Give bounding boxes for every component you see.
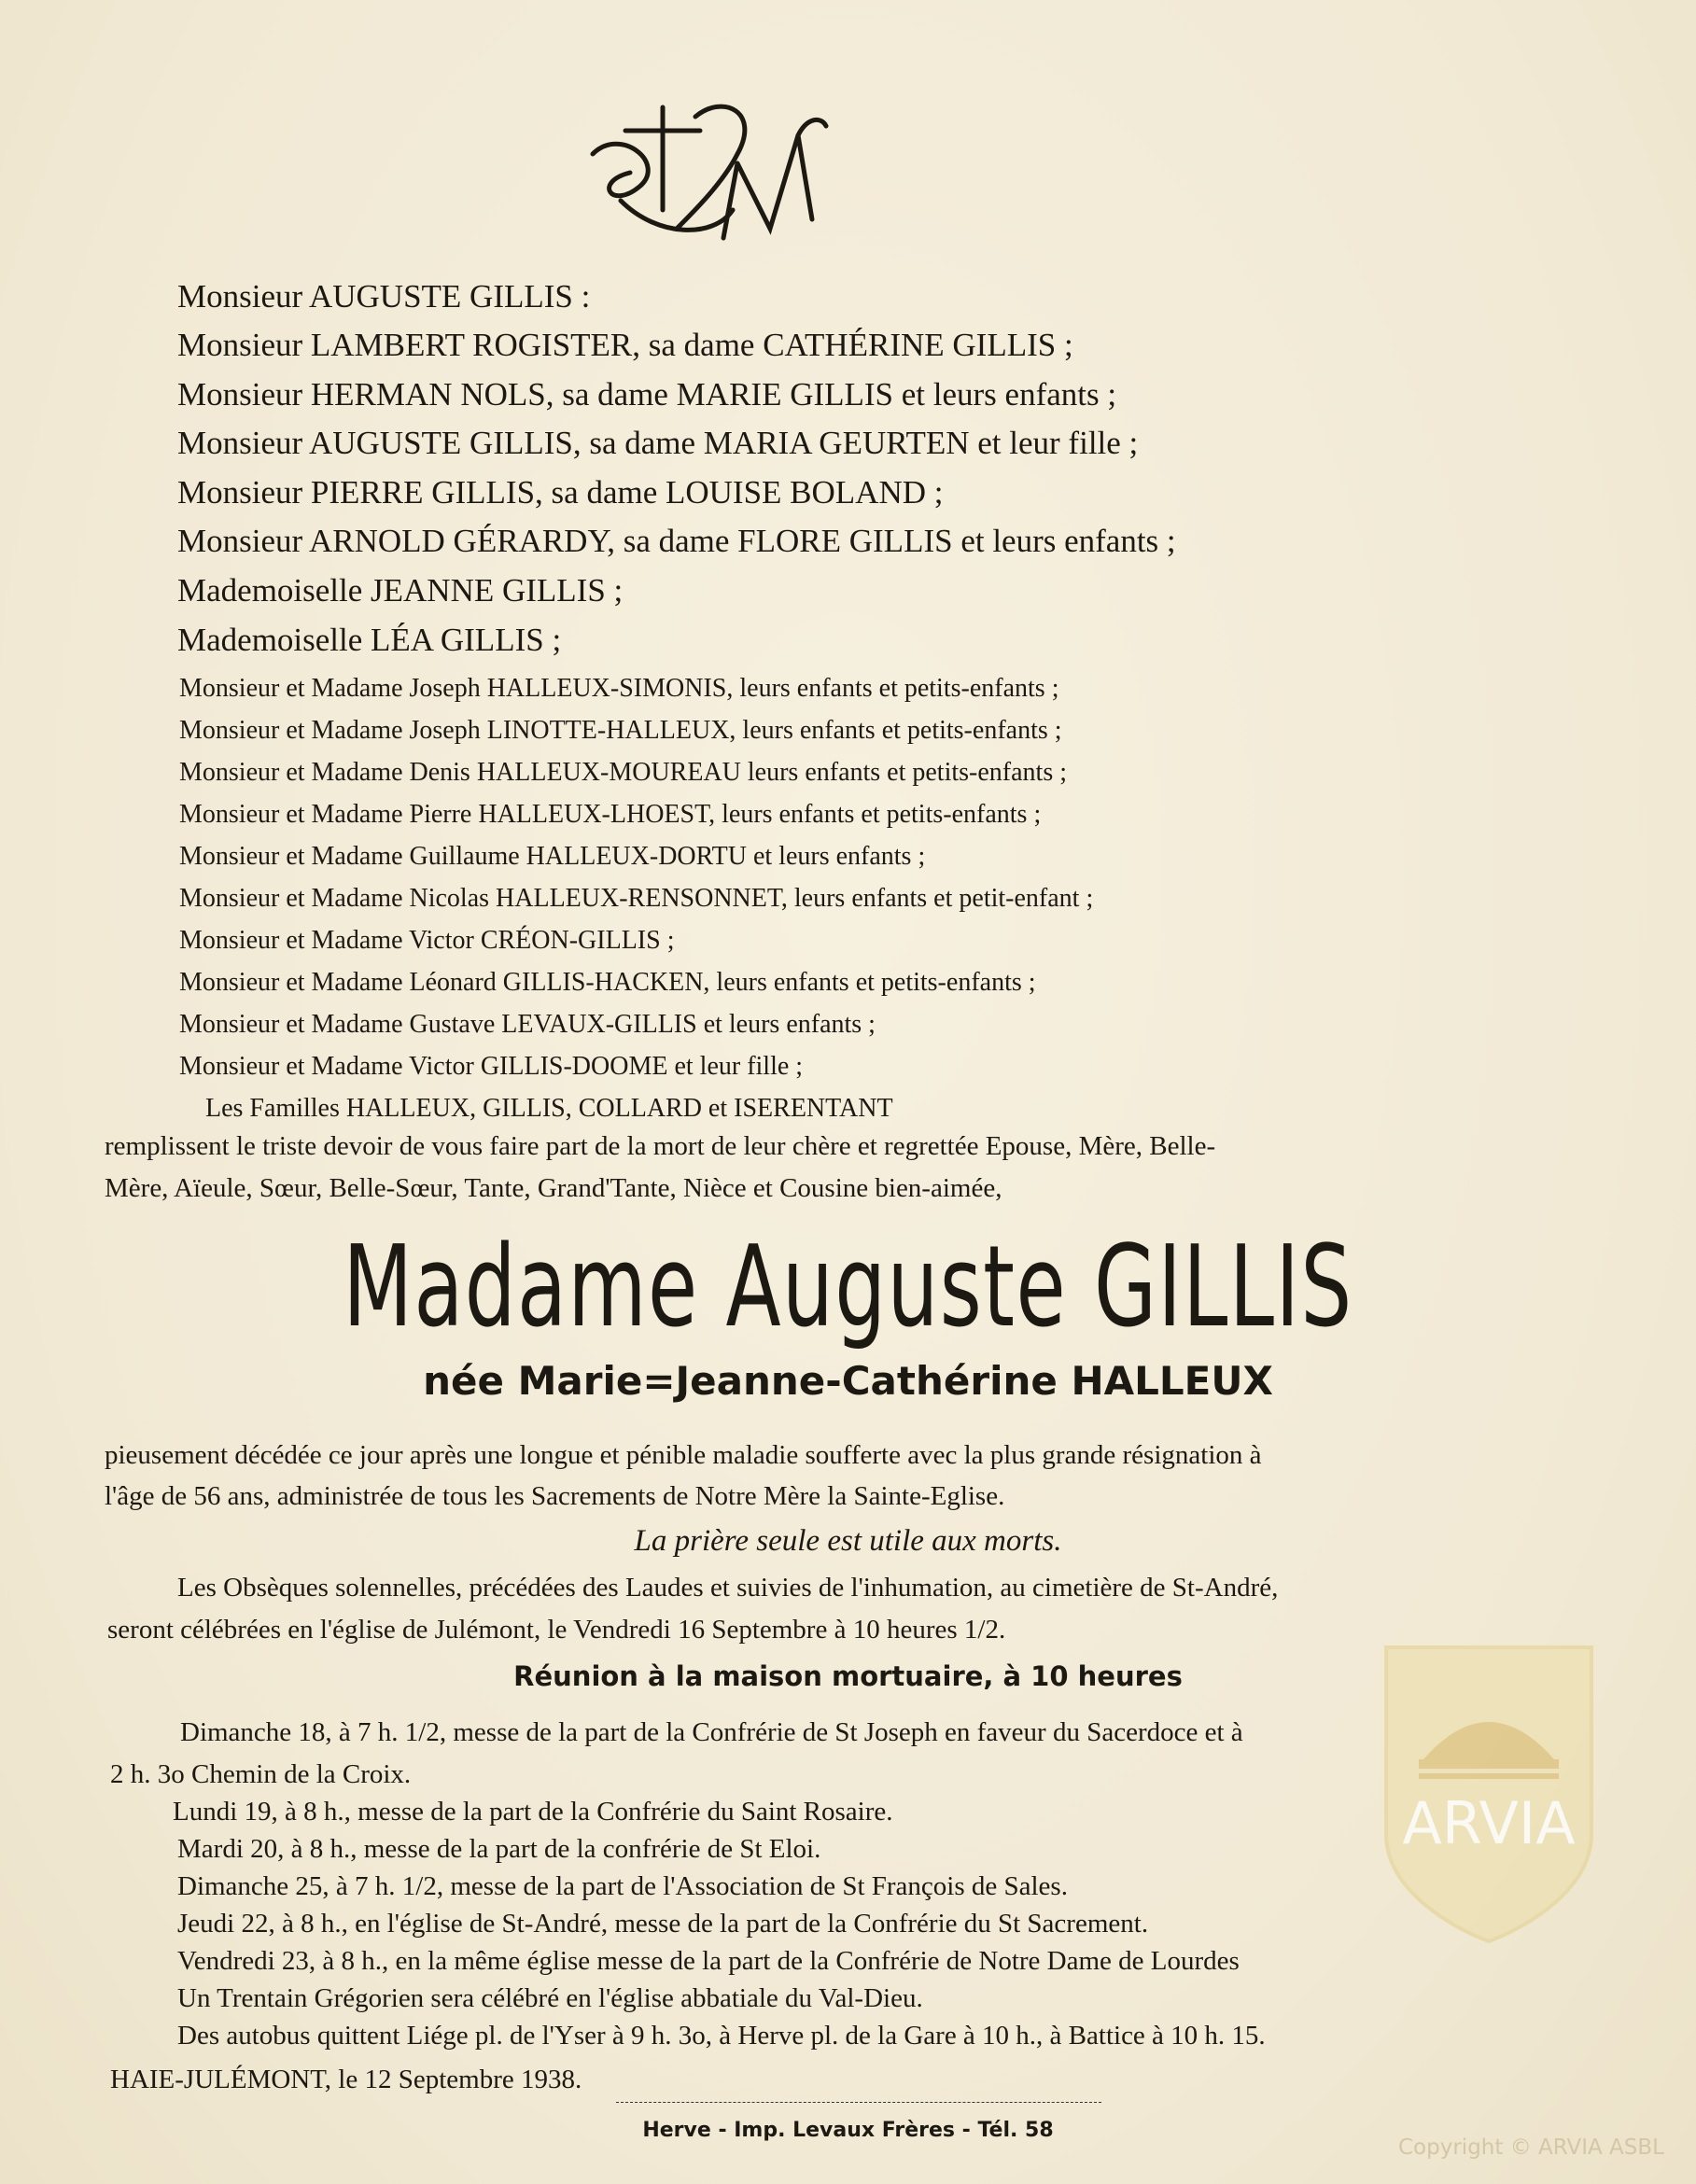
printer-credit: Herve - Imp. Levaux Frères - Tél. 58 <box>642 2119 1054 2142</box>
death-text-line-2: l'âge de 56 ans, administrée de tous les Sacrements de Notre Mère la Sainte-Eglise. <box>105 1481 1005 1511</box>
announcement-line-1: remplissent le triste devoir de vous faire part de la mort de leur chère et regrettée Epouse, Mère, Belle- <box>105 1131 1216 1161</box>
mass-line-3: Lundi 19, à 8 h., messe de la part de la Confrérie du Saint Rosaire. <box>173 1797 893 1827</box>
funeral-line-1: Les Obsèques solennelles, précédées des Laudes et suivies de l'inhumation, au cimetière de St-André, <box>177 1573 1279 1603</box>
family-line-11: Monsieur et Madame Denis HALLEUX-MOUREAU leurs enfants et petits-enfants ; <box>179 758 1068 787</box>
deceased-name: Madame Auguste GILLIS <box>343 1223 1353 1352</box>
mass-line-1: Dimanche 18, à 7 h. 1/2, messe de la part de la Confrérie de St Joseph en faveur du Sacerdoce et à <box>180 1717 1243 1747</box>
family-line-6: Monsieur ARNOLD GÉRARDY, sa dame FLORE GILLIS et leurs enfants ; <box>177 523 1176 559</box>
funeral-line-2: seront célébrées en l'église de Julémont, le Vendredi 16 Septembre à 10 heures 1/2. <box>107 1615 1006 1645</box>
mass-line-4: Mardi 20, à 8 h., messe de la part de la confrérie de St Eloi. <box>177 1834 821 1864</box>
copyright-text: Copyright © ARVIA ASBL <box>1398 2135 1664 2160</box>
family-line-2: Monsieur LAMBERT ROGISTER, sa dame CATHÉRINE GILLIS ; <box>177 327 1073 363</box>
family-line-19: Les Familles HALLEUX, GILLIS, COLLARD et ISERENTANT <box>205 1094 893 1123</box>
family-line-12: Monsieur et Madame Pierre HALLEUX-LHOEST, leurs enfants et petits-enfants ; <box>179 800 1042 829</box>
deceased-maiden-name: née Marie=Jeanne-Cathérine HALLEUX <box>423 1358 1273 1404</box>
family-line-1: Monsieur AUGUSTE GILLIS : <box>177 278 591 315</box>
family-line-18: Monsieur et Madame Victor GILLIS-DOOME et leur fille ; <box>179 1052 804 1081</box>
prayer-line: La prière seule est utile aux morts. <box>634 1524 1062 1558</box>
mass-line-7: Vendredi 23, à 8 h., en la même église messe de la part de la Confrérie de Notre Dame de Lourdes <box>177 1946 1240 1976</box>
divider <box>616 2102 1101 2103</box>
family-line-5: Monsieur PIERRE GILLIS, sa dame LOUISE BOLAND ; <box>177 474 944 511</box>
family-line-17: Monsieur et Madame Gustave LEVAUX-GILLIS et leurs enfants ; <box>179 1010 876 1039</box>
watermark-text: ARVIA <box>1402 1789 1576 1857</box>
mass-line-6: Jeudi 22, à 8 h., en l'église de St-André, messe de la part de la Confrérie du St Sacrement. <box>177 1909 1149 1939</box>
mass-line-9: Des autobus quittent Liége pl. de l'Yser à 9 h. 3o, à Herve pl. de la Gare à 10 h., à Battice à 10 h. 15. <box>177 2021 1266 2051</box>
family-line-15: Monsieur et Madame Victor CRÉON-GILLIS ; <box>179 926 675 955</box>
mass-line-8: Un Trentain Grégorien sera célébré en l'église abbatiale du Val-Dieu. <box>177 1983 923 2013</box>
announcement-line-2: Mère, Aïeule, Sœur, Belle-Sœur, Tante, Grand'Tante, Nièce et Cousine bien-aimée, <box>105 1173 1002 1203</box>
family-line-13: Monsieur et Madame Guillaume HALLEUX-DORTU et leurs enfants ; <box>179 842 926 871</box>
family-line-8: Mademoiselle LÉA GILLIS ; <box>177 622 562 658</box>
mass-line-2: 2 h. 3o Chemin de la Croix. <box>110 1759 412 1789</box>
reunion-line: Réunion à la maison mortuaire, à 10 heures <box>513 1660 1183 1692</box>
family-line-9: Monsieur et Madame Joseph HALLEUX-SIMONIS, leurs enfants et petits-enfants ; <box>179 674 1059 703</box>
family-line-16: Monsieur et Madame Léonard GILLIS-HACKEN, leurs enfants et petits-enfants ; <box>179 968 1036 997</box>
family-line-10: Monsieur et Madame Joseph LINOTTE-HALLEUX, leurs enfants et petits-enfants ; <box>179 716 1062 745</box>
cross-monogram-icon <box>583 98 835 257</box>
place-date: HAIE-JULÉMONT, le 12 Septembre 1938. <box>110 2065 582 2094</box>
family-line-4: Monsieur AUGUSTE GILLIS, sa dame MARIA GEURTEN et leur fille ; <box>177 425 1139 461</box>
family-line-7: Mademoiselle JEANNE GILLIS ; <box>177 572 624 609</box>
mass-line-5: Dimanche 25, à 7 h. 1/2, messe de la part de l'Association de St François de Sales. <box>177 1871 1068 1901</box>
death-text-line-1: pieusement décédée ce jour après une longue et pénible maladie soufferte avec la plus grande résignation à <box>105 1440 1262 1470</box>
family-line-14: Monsieur et Madame Nicolas HALLEUX-RENSONNET, leurs enfants et petit-enfant ; <box>179 884 1094 913</box>
family-line-3: Monsieur HERMAN NOLS, sa dame MARIE GILLIS et leurs enfants ; <box>177 376 1117 413</box>
arvia-watermark-logo <box>1367 1629 1610 1946</box>
